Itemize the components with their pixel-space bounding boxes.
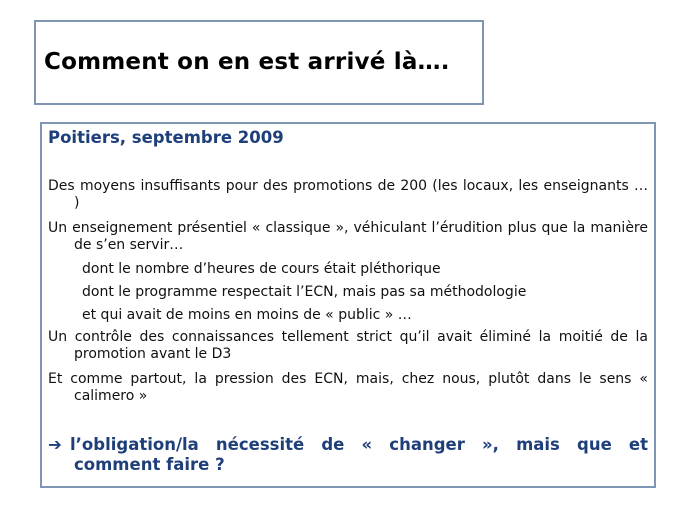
- arrow-right-icon: ➔: [48, 435, 62, 454]
- conclusion-text: l’obligation/la nécessité de « changer », mais que et comment faire ?: [70, 435, 648, 474]
- paragraph-teaching: Un enseignement présentiel « classique », véhiculant l’érudition plus que la manière de s’en servir…: [48, 220, 648, 253]
- slide-title: Comment on en est arrivé là….: [44, 49, 450, 75]
- paragraph-control: Un contrôle des connaissances tellement strict qu’il avait éliminé la moitié de la promotion avant le D3: [48, 329, 648, 362]
- sub-item-hours: dont le nombre d’heures de cours était pléthorique: [82, 261, 441, 277]
- slide-subtitle: Poitiers, septembre 2009: [48, 128, 284, 147]
- content-box: [40, 122, 656, 488]
- title-box: [34, 20, 484, 105]
- sub-item-program: dont le programme respectait l’ECN, mais pas sa méthodologie: [82, 284, 527, 300]
- conclusion: [48, 435, 648, 475]
- paragraph-ecn: Et comme partout, la pression des ECN, mais, chez nous, plutôt dans le sens « calimero »: [48, 371, 648, 404]
- paragraph-means: Des moyens insuffisants pour des promotions de 200 (les locaux, les enseignants … ): [48, 178, 648, 211]
- sub-item-public: et qui avait de moins en moins de « public » …: [82, 307, 412, 323]
